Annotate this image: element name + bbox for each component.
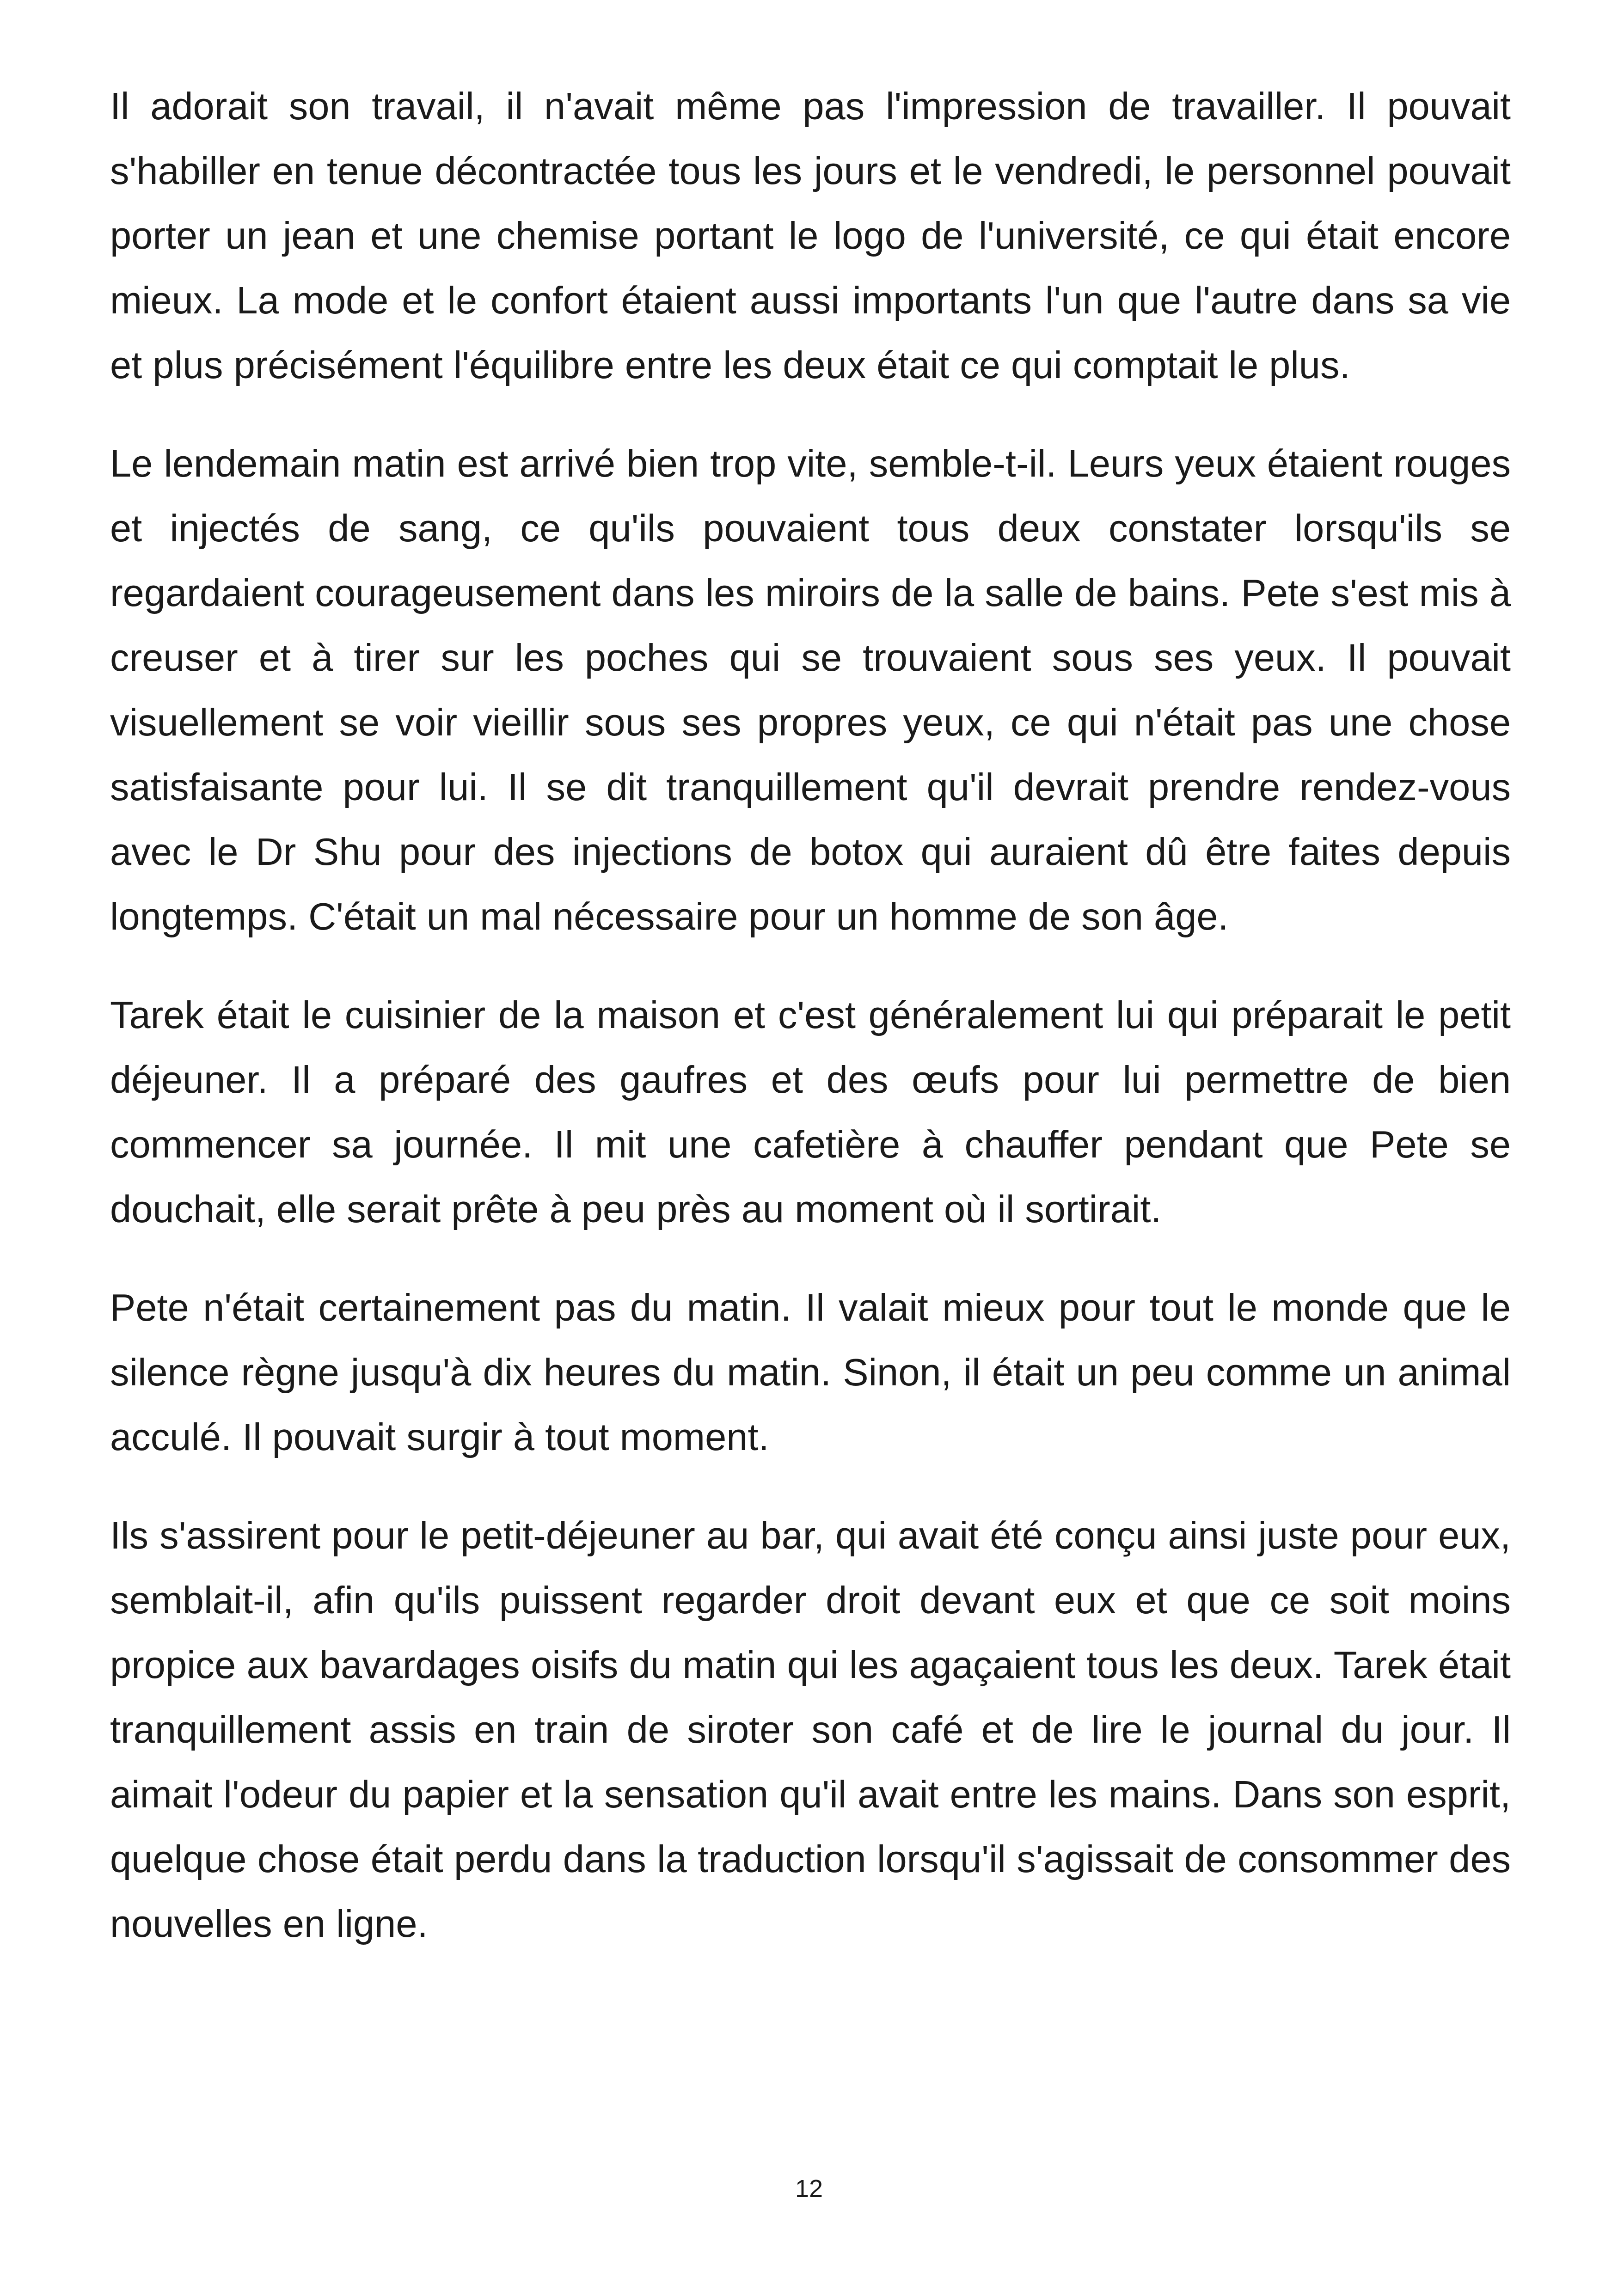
paragraph: Pete n'était certainement pas du matin. Il valait mieux pour tout le monde que le silence règne jusqu'à dix heures du matin. Sinon, il était un peu comme un animal acculé. Il pouvait surgir à tout moment. [110, 1286, 1511, 1458]
page-number: 12 [795, 2175, 823, 2203]
body-text [110, 74, 1511, 1990]
paragraph: Ils s'assirent pour le petit-déjeuner au bar, qui avait été conçu ainsi juste pour eux, semblait-il, afin qu'ils puissent regarder droit devant eux et que ce soit moins propice aux bavardages oisifs du matin qui les agaçaient tous les deux. Tarek était tranquillement assis en train de siroter son café et de lire le journal du jour. Il aimait l'odeur du papier et la sensation qu'il avait entre les mains. Dans son esprit, quelque chose était perdu dans la traduction lorsqu'il s'agissait de consommer des nouvelles en ligne. [110, 1514, 1511, 1945]
paragraph: Il adorait son travail, il n'avait même pas l'impression de travailler. Il pouvait s'habiller en tenue décontractée tous les jours et le vendredi, le personnel pouvait porter un jean et une chemise portant le logo de l'université, ce qui était encore mieux. La mode et le confort étaient aussi importants l'un que l'autre dans sa vie et plus précisément l'équilibre entre les deux était ce qui comptait le plus. [110, 85, 1511, 386]
paragraph: Tarek était le cuisinier de la maison et c'est généralement lui qui préparait le petit déjeuner. Il a préparé des gaufres et des œufs pour lui permettre de bien commencer sa journée. Il mit une cafetière à chauffer pendant que Pete se douchait, elle serait prête à peu près au moment où il sortirait. [110, 993, 1511, 1231]
paragraph: Le lendemain matin est arrivé bien trop vite, semble-t-il. Leurs yeux étaient rouges et injectés de sang, ce qu'ils pouvaient tous deux constater lorsqu'ils se regardaient courageusement dans les miroirs de la salle de bains. Pete s'est mis à creuser et à tirer sur les poches qui se trouvaient sous ses yeux. Il pouvait visuellement se voir vieillir sous ses propres yeux, ce qui n'était pas une chose satisfaisante pour lui. Il se dit tranquillement qu'il devrait prendre rendez-vous avec le Dr Shu pour des injections de botox qui auraient dû être faites depuis longtemps. C'était un mal nécessaire pour un homme de son âge. [110, 442, 1511, 938]
